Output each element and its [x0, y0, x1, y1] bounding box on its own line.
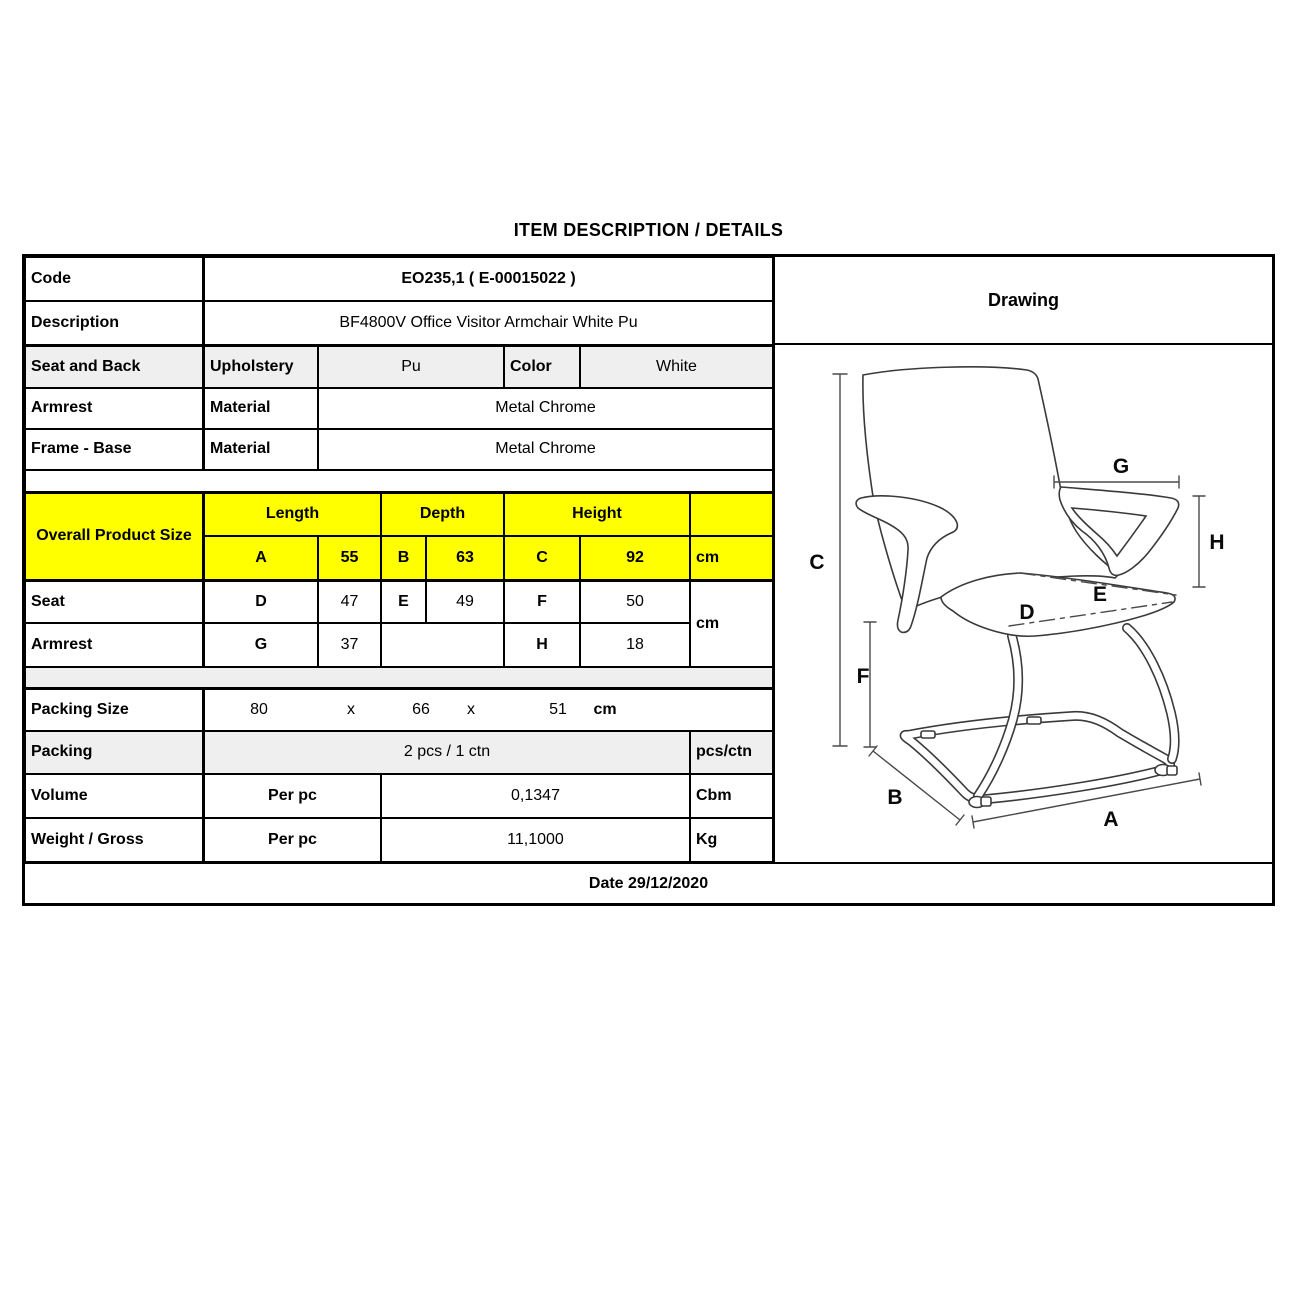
description-value: BF4800V Office Visitor Armchair White Pu: [204, 301, 773, 345]
code-label: Code: [25, 257, 204, 301]
dim-key-a: A: [204, 536, 318, 580]
dim-key-e: E: [381, 580, 426, 623]
label-f: F: [856, 665, 870, 688]
dim-value-c: 92: [580, 536, 690, 580]
packing-size-h: 51: [549, 701, 567, 718]
spacer-row-gray: [25, 667, 773, 688]
overall-unit: cm: [690, 536, 773, 580]
dim-value-g: 37: [318, 623, 381, 667]
volume-value: 0,1347: [381, 774, 690, 818]
label-c: C: [809, 551, 825, 574]
dim-value-f: 50: [580, 580, 690, 623]
dim-value-b: 63: [426, 536, 504, 580]
label-a: A: [1103, 808, 1119, 831]
weight-label: Weight / Gross: [25, 818, 204, 862]
dim-line-b: [869, 746, 964, 825]
overall-size-header: Overall Product Size: [25, 492, 204, 580]
dim-key-b: B: [381, 536, 426, 580]
spacer-row: [25, 470, 773, 492]
dim-key-h: H: [504, 623, 580, 667]
dim-value-a: 55: [318, 536, 381, 580]
packing-size-value: [204, 688, 773, 731]
dim-key-d: D: [204, 580, 318, 623]
packing-size-d: 66: [412, 701, 430, 718]
weight-unit: Kg: [690, 818, 773, 862]
rear-glide-mid: [1027, 717, 1041, 724]
chair-sketch-svg: [775, 345, 1272, 860]
packing-size-w: 80: [250, 701, 268, 718]
color-label: Color: [504, 345, 580, 388]
front-caster: [969, 797, 991, 808]
right-caster: [1155, 765, 1177, 776]
packing-label: Packing: [25, 731, 204, 774]
description-label: Description: [25, 301, 204, 345]
armrest-label: Armrest: [25, 388, 204, 429]
frame-material-value: Metal Chrome: [318, 429, 773, 470]
armrest-row-empty: [381, 623, 504, 667]
dim-key-g: G: [204, 623, 318, 667]
packing-size-label: Packing Size: [25, 688, 204, 731]
dim-key-c: C: [504, 536, 580, 580]
label-g: G: [1112, 455, 1130, 478]
label-e: E: [1092, 583, 1108, 606]
seat-back-label: Seat and Back: [25, 345, 204, 388]
packing-size-unit: cm: [593, 701, 617, 718]
dim-value-h: 18: [580, 623, 690, 667]
seat-row-label: Seat: [25, 580, 204, 623]
drawing-panel: [773, 257, 1272, 862]
code-value: EO235,1 ( E-00015022 ): [204, 257, 773, 301]
spec-table: [22, 254, 1275, 906]
height-header: Height: [504, 492, 690, 536]
depth-header: Depth: [381, 492, 504, 536]
upholstery-value: Pu: [318, 345, 504, 388]
label-d: D: [1019, 601, 1035, 624]
upholstery-label: Upholstery: [204, 345, 318, 388]
size-header-empty: [690, 492, 773, 536]
spec-grid: [25, 257, 773, 862]
dim-value-e: 49: [426, 580, 504, 623]
base-sled-inner: [905, 716, 1170, 799]
armrest-material-value: Metal Chrome: [318, 388, 773, 429]
frame-material-label: Material: [204, 429, 318, 470]
seat-armrest-unit: cm: [690, 580, 773, 667]
color-value: White: [580, 345, 773, 388]
volume-unit: Cbm: [690, 774, 773, 818]
chair-drawing: [775, 345, 1272, 860]
chair-seat: [941, 573, 1175, 636]
packing-size-x1: x: [347, 701, 355, 718]
packing-size-x2: x: [467, 701, 475, 718]
volume-per: Per pc: [204, 774, 381, 818]
label-b: B: [887, 786, 903, 809]
armrest-row-label: Armrest: [25, 623, 204, 667]
volume-label: Volume: [25, 774, 204, 818]
weight-value: 11,1000: [381, 818, 690, 862]
dim-key-f: F: [504, 580, 580, 623]
page-title: ITEM DESCRIPTION / DETAILS: [513, 220, 784, 240]
frame-base-label: Frame - Base: [25, 429, 204, 470]
length-header: Length: [204, 492, 381, 536]
packing-value: 2 pcs / 1 ctn: [204, 731, 690, 774]
label-h: H: [1209, 531, 1225, 554]
date-row: Date 29/12/2020: [25, 862, 1272, 903]
rear-glide-left: [921, 731, 935, 738]
dim-value-d: 47: [318, 580, 381, 623]
weight-per: Per pc: [204, 818, 381, 862]
dim-line-c: [833, 374, 847, 746]
armrest-material-label: Material: [204, 388, 318, 429]
dim-line-h: [1193, 496, 1205, 587]
drawing-header: Drawing: [775, 257, 1272, 345]
packing-unit: pcs/ctn: [690, 731, 773, 774]
